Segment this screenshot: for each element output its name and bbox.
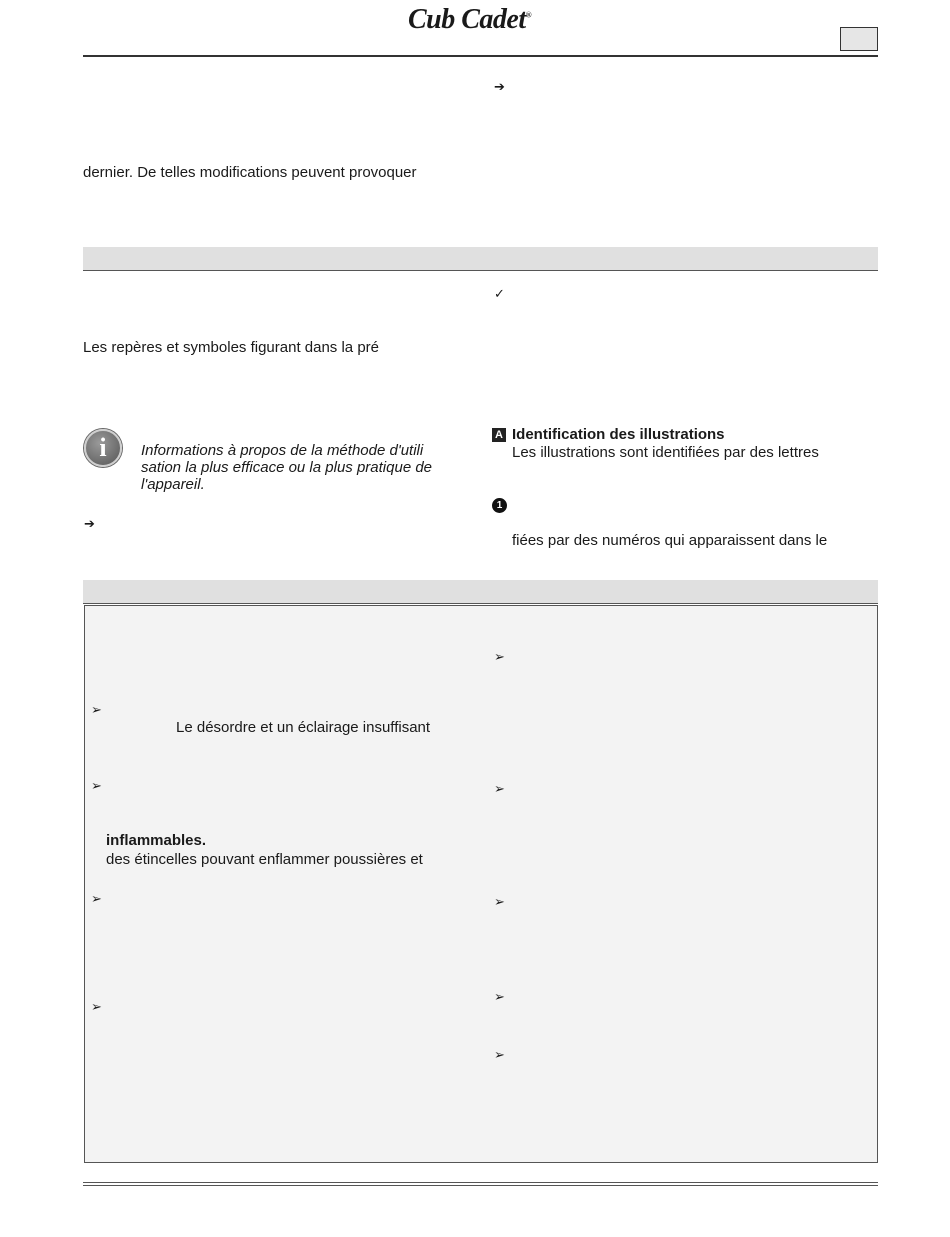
bullet-arrow-icon: ➢ <box>91 891 102 906</box>
clutter-text: Le désordre et un éclairage insuffisant <box>176 719 431 736</box>
number-one-badge: 1 <box>492 498 507 513</box>
footer-rule <box>83 1182 878 1183</box>
page-number-box <box>840 27 878 51</box>
bullet-arrow-icon: ➢ <box>91 999 102 1014</box>
arrow-icon: ➔ <box>494 79 505 94</box>
info-icon: i <box>84 429 122 467</box>
bullet-arrow-icon: ➢ <box>494 781 505 796</box>
info-note-line: Informations à propos de la méthode d'utili <box>141 442 424 459</box>
flammable-heading: inflammables. <box>106 832 207 849</box>
header-rule <box>83 55 878 57</box>
footer-rule-double <box>83 1185 878 1186</box>
sparks-text: des étincelles pouvant enflammer poussières et <box>106 851 423 868</box>
symbols-text: Les repères et symboles figurant dans la pré <box>83 339 379 356</box>
bullet-arrow-icon: ➢ <box>494 989 505 1004</box>
arrow-icon: ➔ <box>84 516 95 531</box>
info-note-line: sation la plus efficace ou la plus pratique de <box>141 459 433 476</box>
brand-name: Cub Cadet <box>408 4 526 35</box>
letter-a-badge: A <box>492 428 506 442</box>
bullet-arrow-icon: ➢ <box>494 894 505 909</box>
safety-section-band <box>83 580 878 604</box>
illustrations-text: Les illustrations sont identifiées par des lettres <box>512 444 819 461</box>
bullet-arrow-icon: ➢ <box>494 1047 505 1062</box>
registered-mark: ® <box>525 10 532 20</box>
check-icon: ✓ <box>494 286 505 301</box>
cub-cadet-logo <box>408 4 531 36</box>
illustrations-heading: Identification des illustrations <box>512 426 725 443</box>
info-note-line: l'appareil. <box>141 476 205 493</box>
bullet-arrow-icon: ➢ <box>91 702 102 717</box>
safety-panel <box>84 605 878 1163</box>
section-band <box>83 247 878 271</box>
modifications-text: dernier. De telles modifications peuvent provoquer <box>83 164 417 181</box>
bullet-arrow-icon: ➢ <box>91 778 102 793</box>
bullet-arrow-icon: ➢ <box>494 649 505 664</box>
numbers-text: fiées par des numéros qui apparaissent dans le <box>512 532 828 549</box>
info-note <box>141 442 432 493</box>
